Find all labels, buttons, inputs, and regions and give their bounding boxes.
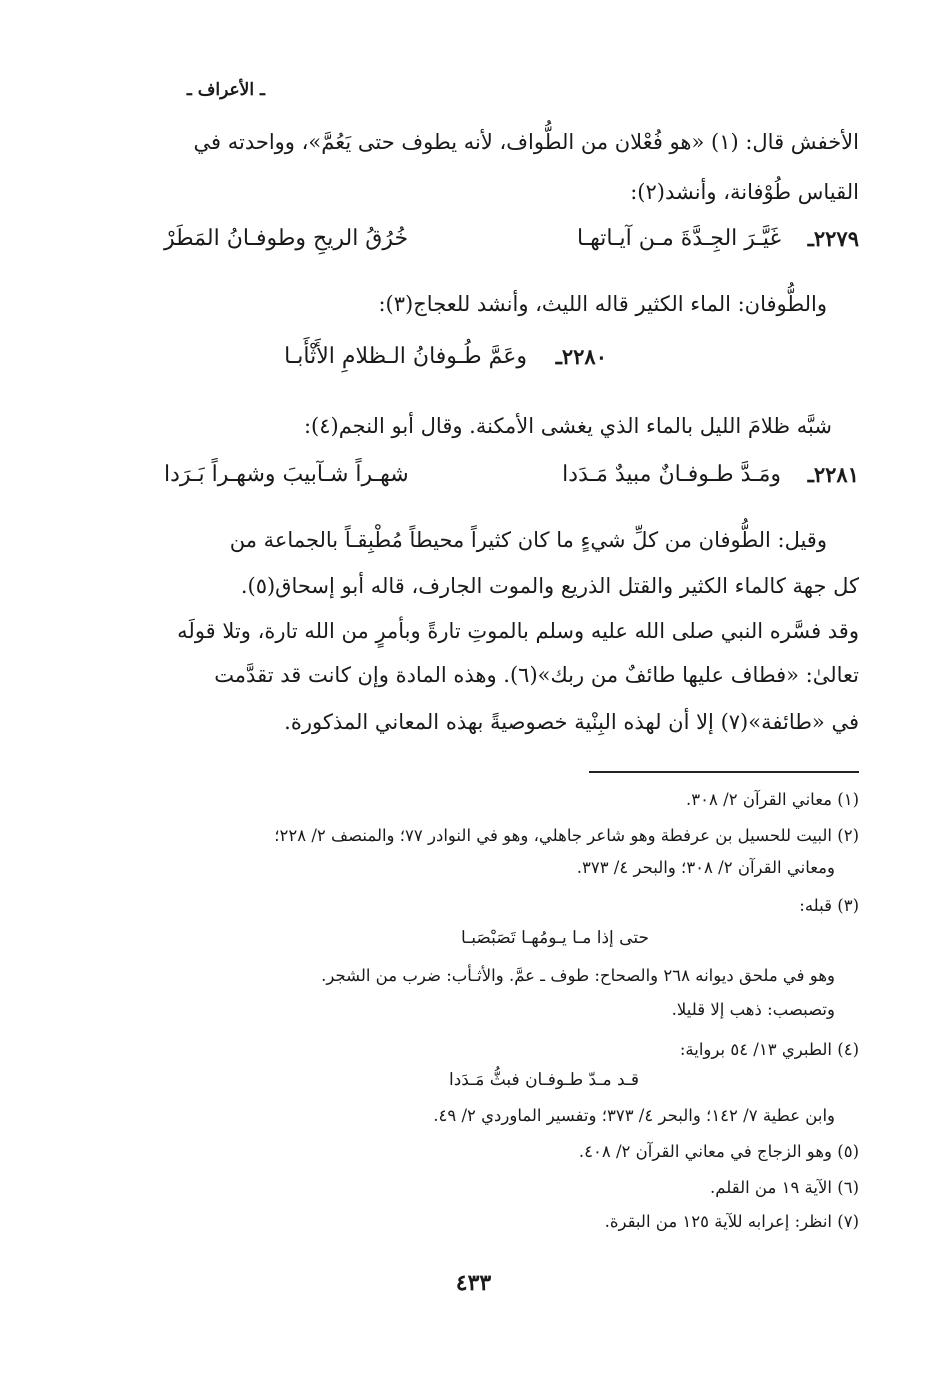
footnote-4-poem: قـد مـدّ طـوفـان فبثُّ مَـدَدا — [449, 1070, 639, 1090]
running-header: ـ الأعراف ـ — [186, 80, 265, 100]
body-line-5: وقيل: الطُّوفان من كلِّ شيءٍ ما كان كثيراً محيطاً مُطْبِقـاً بالجماعة من — [229, 528, 827, 552]
footnote-3-line-1: (٣) قبله: — [799, 896, 859, 915]
body-line-8: تعالىٰ: «فطاف عليها طائفٌ من ربك»(٦). وهذه المادة وإن كانت قد تقدَّمت — [214, 663, 859, 687]
footnote-separator — [589, 771, 859, 773]
footnote-3-line-2: وهو في ملحق ديوانه ٢٦٨ والصحاح: طوف ـ عمَّ. والأثـأب: ضرب من الشجر. — [321, 966, 835, 985]
page-number: ٤٣٣ — [455, 1270, 492, 1296]
body-line-3: والطُّوفان: الماء الكثير قاله الليث، وأنشد للعجاج(٣): — [378, 292, 827, 316]
footnote-1: (١) معاني القرآن ٢/ ٣٠٨. — [686, 790, 859, 809]
footnote-5: (٥) وهو الزجاج في معاني القرآن ٢/ ٤٠٨. — [578, 1142, 859, 1161]
verse-2281-second-hemistich: شهـراً شـآبيبَ وشهـراً بَـرَدا — [164, 462, 409, 487]
footnote-3-poem: حتى إذا مـا يـومُهـا تَصَبْصَبـا — [461, 928, 649, 948]
verse-2279-first-hemistich: غَيَّـرَ الجِـدَّةَ مـن آيـاتهـا — [576, 226, 781, 251]
body-line-1: الأخفش قال: (١) «هو فُعْلان من الطُّواف، لأنه يطوف حتى يَعُمَّ»، وواحدته في — [193, 130, 859, 154]
footnote-4-line-1: (٤) الطبري ١٣/ ٥٤ برواية: — [679, 1040, 859, 1059]
verse-2279-second-hemistich: خُرُقُ الريحِ وطوفـانُ المَطَرْ — [164, 226, 409, 251]
body-line-9: في «طائفة»(٧) إلا أن لهذه البِنْية خصوصيةً بهذه المعاني المذكورة. — [284, 710, 859, 734]
body-line-7: وقد فسَّره النبي صلى الله عليه وسلم بالموتِ تارةً وبأمرٍ من الله تارة، وتلا قولَه — [177, 619, 859, 643]
footnote-2-line-1: (٢) البيت للحسيل بن عرفطة وهو شاعر جاهلي، وهو في النوادر ٧٧؛ والمنصف ٢/ ٢٢٨؛ — [274, 826, 859, 845]
body-line-4: شبَّه ظلامَ الليل بالماء الذي يغشى الأمكنة. وقال أبو النجم(٤): — [303, 414, 832, 438]
verse-number-2279: ٢٢٧٩ـ — [807, 226, 859, 251]
footnote-6: (٦) الآية ١٩ من القلم. — [710, 1178, 859, 1197]
footnote-4-line-2: وابن عطية ٧/ ١٤٢؛ والبحر ٤/ ٣٧٣؛ وتفسير الماوردي ٢/ ٤٩. — [433, 1106, 835, 1125]
body-line-6: كل جهة كالماء الكثير والقتل الذريع والموت الجارف، قاله أبو إسحاق(٥). — [240, 574, 859, 598]
verse-2281-first-hemistich: ومَـدَّ طـوفـانٌ مبيدٌ مَـدَدا — [562, 462, 781, 487]
verse-number-2281: ٢٢٨١ـ — [807, 462, 859, 487]
body-line-2: القياس طُوْفانة، وأنشد(٢): — [630, 180, 859, 204]
verse-number-2280: ٢٢٨٠ـ — [555, 344, 607, 369]
footnote-3-line-3: وتصبصب: ذهب إلا قليلا. — [671, 1000, 835, 1019]
footnote-7: (٧) انظر: إعرابه للآية ١٢٥ من البقرة. — [604, 1212, 859, 1231]
verse-2280-text: وعَمَّ طُـوفانُ الـظلامِ الأَثْأَبـا — [284, 344, 527, 369]
footnote-2-line-2: ومعاني القرآن ٢/ ٣٠٨؛ والبحر ٤/ ٣٧٣. — [576, 858, 835, 877]
